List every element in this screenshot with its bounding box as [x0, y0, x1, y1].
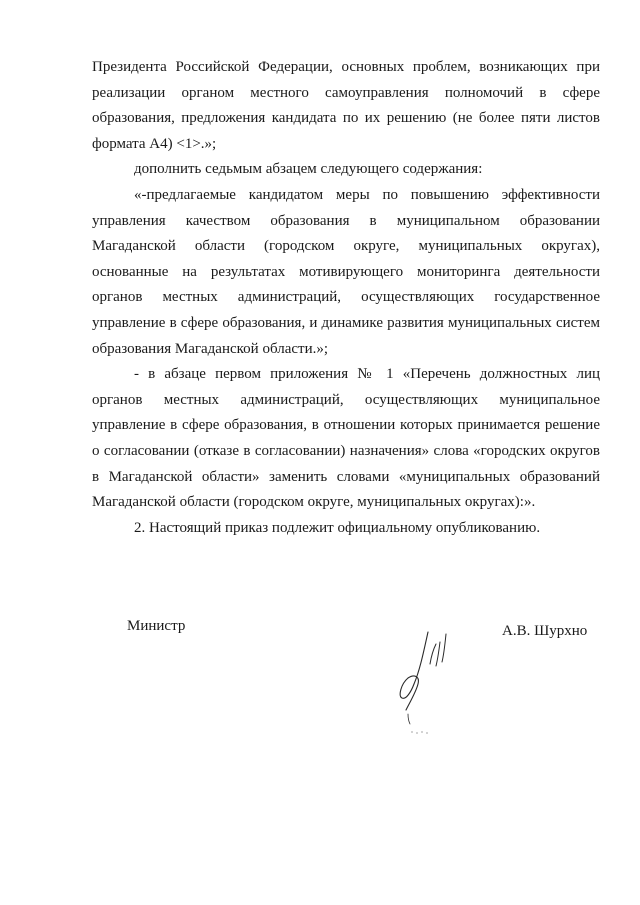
- signatory-position: Министр: [127, 618, 186, 634]
- paragraph-proposed-measures: «-предлагаемые кандидатом меры по повышению эффективности управления качеством образования в муниципальном образовании Магаданской области (городском округе, муниципальных округах), основанные на результатах мотивирующего мониторинга деятельности органов местных администраций, осуществляющих государственное управление в сфере образования, и динамике развития муниципальных систем образования Магаданской области.»;: [92, 186, 600, 357]
- handwritten-signature: [384, 620, 464, 740]
- signatory-name: А.В. Шурхно: [502, 623, 588, 639]
- paragraph-publication: 2. Настоящий приказ подлежит официальному опубликованию.: [134, 519, 541, 536]
- paragraph-continuation: Президента Российской Федерации, основных проблем, возникающих при реализации органом местного самоуправления полномочий в сфере образования, предложения кандидата по их решению (не более пяти листов формата А4) <1>.»;: [92, 59, 600, 152]
- paragraph-amendment-intro: дополнить седьмым абзацем следующего содержания:: [134, 161, 483, 178]
- paragraph-appendix-amendment: - в абзаце первом приложения № 1 «Перечень должностных лиц органов местных администраций, осуществляющих муниципальное управление в сфере образования, в отношении которых принимается решение о согласовании (отказе в согласовании) назначения» слова «городских округов в Магаданской области» заменить словами «муниципальных образований Магаданской области (городском округе, муниципальных округах):».: [92, 366, 600, 511]
